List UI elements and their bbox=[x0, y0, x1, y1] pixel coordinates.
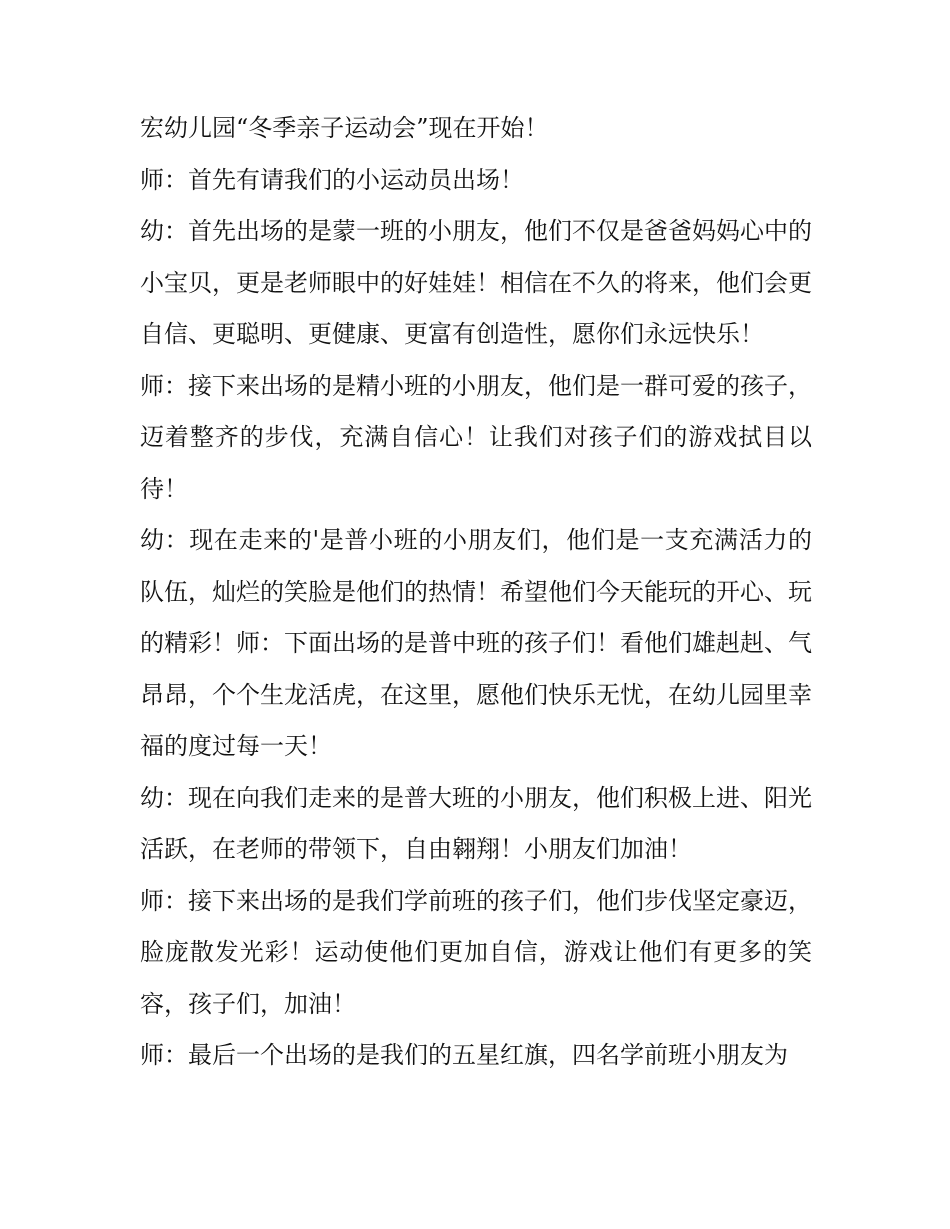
document-body bbox=[140, 103, 812, 1082]
paragraph-teacher-intro: 师：首先有请我们的小运动员出场！ bbox=[140, 165, 524, 194]
paragraph-preschool-class: 师：接下来出场的是我们学前班的孩子们，他们步伐坚定豪迈，脸庞散发光彩！运动使他们更加自信，游戏让他们有更多的笑容，孩子们，加油！ bbox=[140, 886, 812, 1018]
paragraph-meng-class: 幼：首先出场的是蒙一班的小朋友，他们不仅是爸爸妈妈心中的小宝贝，更是老师眼中的好娃娃！相信在不久的将来，他们会更自信、更聪明、更健康、更富有创造性，愿你们永远快乐！ bbox=[140, 217, 812, 348]
paragraph-pu-big-class: 幼：现在向我们走来的是普大班的小朋友，他们积极上进、阳光活跃，在老师的带领下，自由翱翔！小朋友们加油！ bbox=[140, 783, 812, 863]
paragraph-national-flag: 师：最后一个出场的是我们的五星红旗，四名学前班小朋友为 bbox=[140, 1041, 788, 1069]
paragraph-opening: 宏幼儿园“冬季亲子运动会”现在开始！ bbox=[140, 114, 549, 142]
paragraph-jing-small-class: 师：接下来出场的是精小班的小朋友，他们是一群可爱的孩子，迈着整齐的步伐，充满自信心！让我们对孩子们的游戏拭目以待！ bbox=[140, 371, 812, 503]
paragraph-pu-small-and-middle-class: 幼：现在走来的'是普小班的小朋友们，他们是一支充满活力的队伍，灿烂的笑脸是他们的热情！希望他们今天能玩的开心、玩的精彩！师：下面出场的是普中班的孩子们！看他们雄赳赳、气昂昂，个个生龙活虎，在这里，愿他们快乐无忧，在幼儿园里幸福的度过每一天！ bbox=[140, 526, 812, 760]
